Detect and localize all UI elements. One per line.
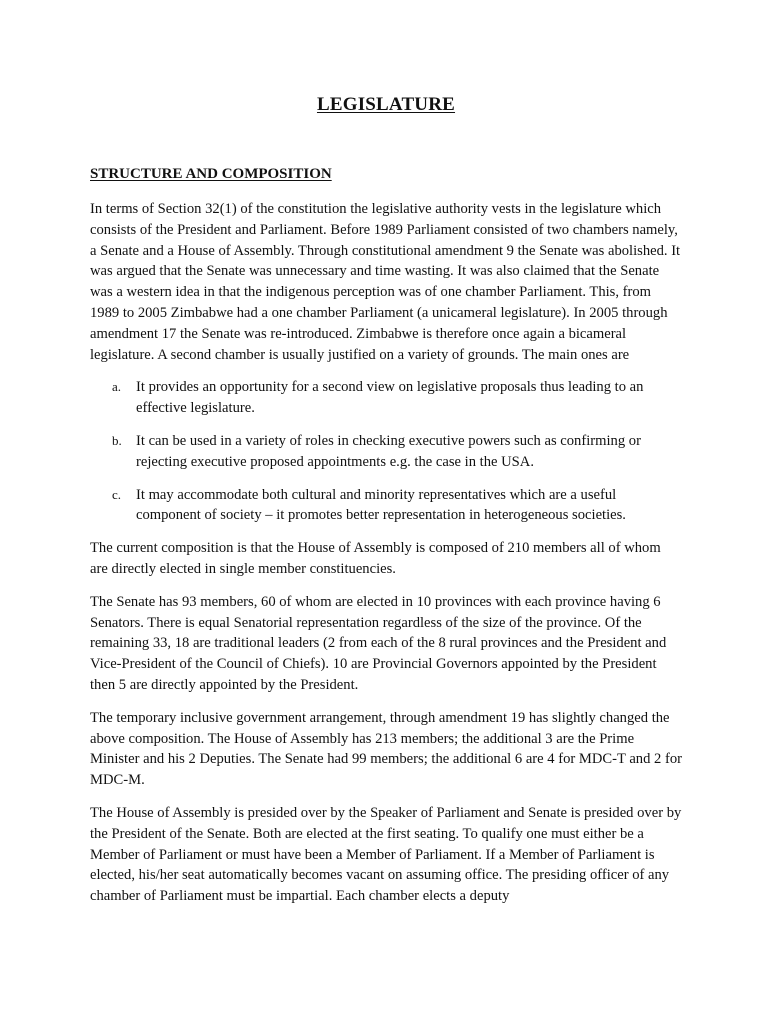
list-marker: c. <box>112 486 122 502</box>
list-item <box>90 431 682 473</box>
list-item-text: It may accommodate both cultural and minority representatives which are a useful component of society – it promotes better representation in heterogeneous societies. <box>136 486 626 524</box>
list-marker: b. <box>112 432 122 448</box>
list-marker: a. <box>112 379 122 395</box>
list-item <box>90 377 682 419</box>
document-title: LEGISLATURE <box>316 94 456 115</box>
presiding-officers-paragraph: The House of Assembly is presided over by the Speaker of Parliament and Senate is presided over by the President of the Senate. Both are elected at the first seating. To qualify one must either be a Member of Parliament or must have been a Member of Parliament. If a Member of Parliament is elected, his/her seat automatically becomes vacant on assuming office. The presiding officer of any chamber of Parliament must be impartial. Each chamber elects a deputy <box>90 804 682 905</box>
inclusive-government-paragraph: The temporary inclusive government arrangement, through amendment 19 has slightly changed the above composition. The House of Assembly has 213 members; the additional 3 are the Prime Minister and his 2 Deputies. The Senate had 99 members; the additional 6 are 4 for MDC-T and 2 for MDC-M. <box>90 709 682 789</box>
justification-list <box>90 377 682 526</box>
composition-paragraph: The current composition is that the House of Assembly is composed of 210 members all of whom are directly elected in single member constituencies. <box>90 540 661 577</box>
senate-paragraph: The Senate has 93 members, 60 of whom are elected in 10 provinces with each province having 6 Senators. There is equal Senatorial representation regardless of the size of the province. Of the remaining 33, 18 are traditional leaders (2 from each of the 8 rural provinces and the President and Vice-President of the Council of Chiefs). 10 are Provincial Governors appointed by the President then 5 are directly appointed by the President. <box>90 593 667 693</box>
list-item-text: It can be used in a variety of roles in checking executive powers such as confirming or rejecting executive proposed appointments e.g. the case in the USA. <box>136 432 641 470</box>
document-body <box>90 199 682 919</box>
intro-paragraph: In terms of Section 32(1) of the constitution the legislative authority vests in the legislature which consists of the President and Parliament. Before 1989 Parliament consisted of two chambers namely, a Senate and a House of Assembly. Through constitutional amendment 9 the Senate was abolished. It was argued that the Senate was unnecessary and time wasting. It was also claimed that the Senate was a western idea in that the indigenous perception was of one chamber Parliament. This, from 1989 to 2005 Zimbabwe had a one chamber Parliament (a unicameral legislature). In 2005 through amendment 17 the Senate was re-introduced. Zimbabwe is therefore once again a bicameral legislature. A second chamber is usually justified on a variety of grounds. The main ones are <box>90 201 681 363</box>
list-item-text: It provides an opportunity for a second view on legislative proposals thus leading to an effective legislature. <box>136 379 644 417</box>
list-item <box>90 485 682 527</box>
section-heading: STRUCTURE AND COMPOSITION <box>90 166 332 182</box>
